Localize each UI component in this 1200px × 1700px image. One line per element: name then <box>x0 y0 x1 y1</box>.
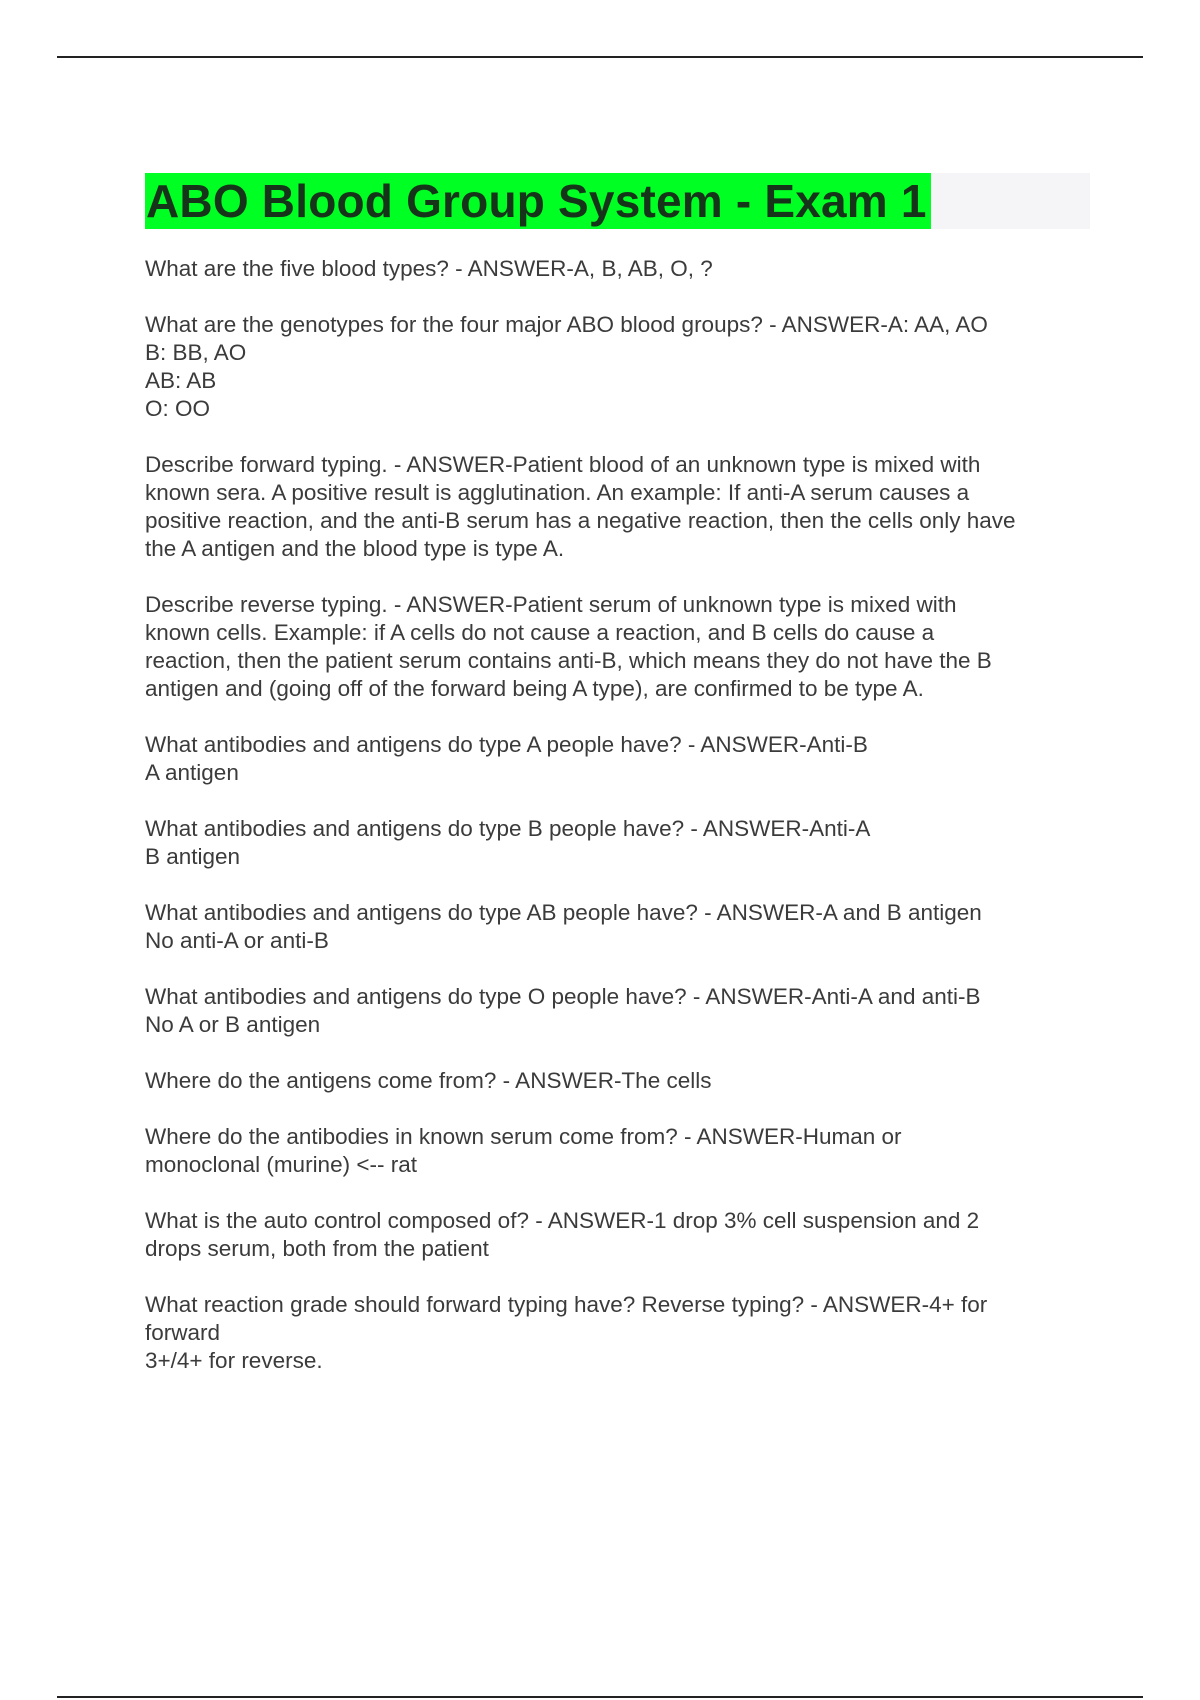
qa-item: Where do the antibodies in known serum come from? - ANSWER-Human or monoclonal (murine) <-- rat <box>145 1124 902 1177</box>
qa-item: Describe forward typing. - ANSWER-Patient blood of an unknown type is mixed with known sera. A positive result is agglutination. An example: If anti-A serum causes a positive reaction, and the anti-B serum has a negative reaction, then the cells only have the A antigen and the blood type is type A. <box>145 452 1016 561</box>
top-divider <box>57 56 1143 58</box>
qa-item: What reaction grade should forward typing have? Reverse typing? - ANSWER-4+ for forward 3+/4+ for reverse. <box>145 1292 988 1373</box>
document-body <box>145 173 1090 1403</box>
qa-item: What are the five blood types? - ANSWER-A, B, AB, O, ? <box>145 256 713 281</box>
bottom-divider <box>57 1696 1143 1698</box>
qa-item: What antibodies and antigens do type AB people have? - ANSWER-A and B antigen No anti-A or anti-B <box>145 900 982 953</box>
qa-item: What antibodies and antigens do type B people have? - ANSWER-Anti-A B antigen <box>145 816 871 869</box>
qa-item: Where do the antigens come from? - ANSWER-The cells <box>145 1068 712 1093</box>
title-row <box>145 173 1090 229</box>
page-title: ABO Blood Group System - Exam 1 <box>145 173 931 229</box>
qa-item: What antibodies and antigens do type O people have? - ANSWER-Anti-A and anti-B No A or B antigen <box>145 984 981 1037</box>
qa-item: What is the auto control composed of? - ANSWER-1 drop 3% cell suspension and 2 drops serum, both from the patient <box>145 1208 980 1261</box>
qa-item: What are the genotypes for the four major ABO blood groups? - ANSWER-A: AA, AO B: BB, AO AB: AB O: OO <box>145 312 988 421</box>
qa-item: Describe reverse typing. - ANSWER-Patient serum of unknown type is mixed with known cells. Example: if A cells do not cause a reaction, and B cells do cause a reaction, then the patient serum contains anti-B, which means they do not have the B antigen and (going off of the forward being A type), are confirmed to be type A. <box>145 592 992 701</box>
qa-item: What antibodies and antigens do type A people have? - ANSWER-Anti-B A antigen <box>145 732 868 785</box>
